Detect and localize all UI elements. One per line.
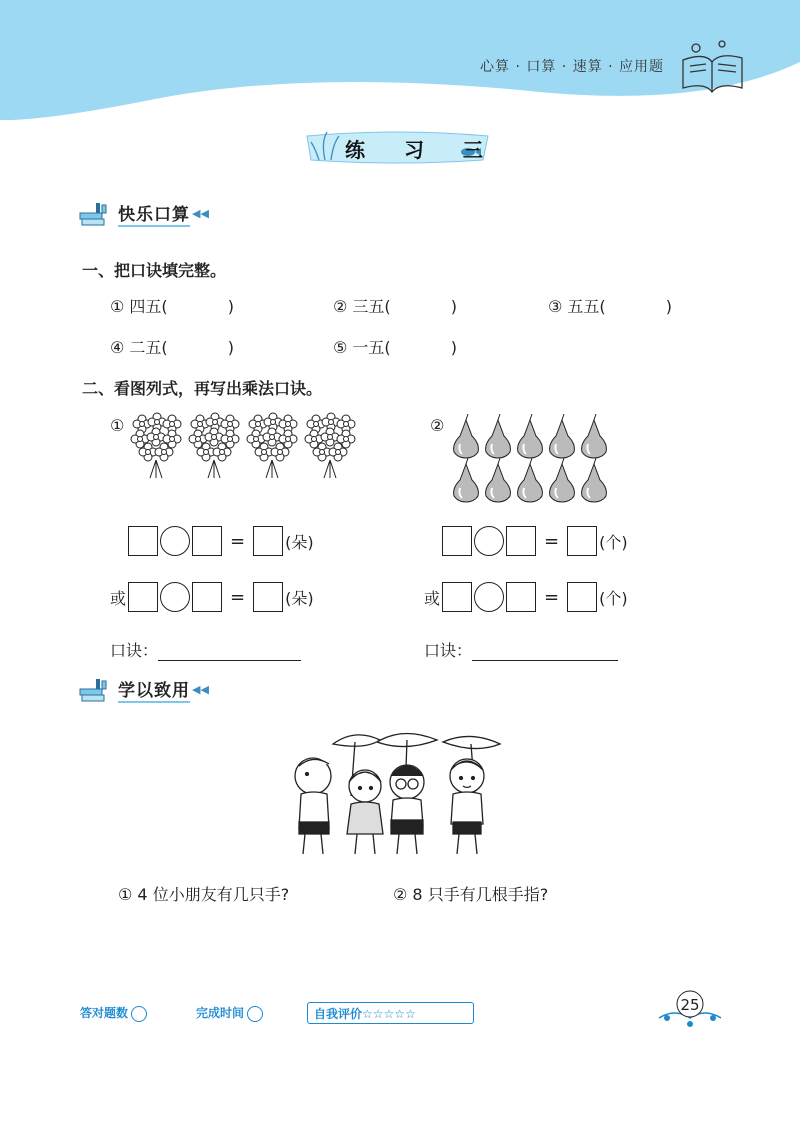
- operator-circle[interactable]: [474, 582, 504, 612]
- section-header-kuaile: [78, 200, 209, 227]
- answer-box[interactable]: [506, 526, 536, 556]
- operator-circle[interactable]: [160, 582, 190, 612]
- page-title: 练 习 三: [345, 138, 499, 162]
- answer-line[interactable]: [158, 644, 301, 661]
- arrow-left-icon: ◀◀: [192, 683, 209, 696]
- equals-sign: =: [544, 586, 560, 608]
- operator-circle[interactable]: [160, 526, 190, 556]
- section-label: 学以致用: [118, 676, 190, 703]
- equals-sign: =: [230, 586, 246, 608]
- smiley-icon: [131, 1006, 147, 1022]
- equals-sign: =: [544, 530, 560, 552]
- page-number: 25: [680, 996, 700, 1014]
- question-1: 一、把口诀填完整。: [82, 261, 227, 280]
- children-with-leaves-image: [285, 726, 510, 861]
- or-label: 或: [110, 588, 127, 608]
- equation-pear-2: [424, 582, 628, 612]
- answer-box[interactable]: [567, 526, 597, 556]
- books-icon: [78, 677, 112, 703]
- section-header-xueyi: [78, 676, 209, 703]
- pears-image: [450, 412, 616, 504]
- time-used-label: 完成时间: [196, 1004, 263, 1022]
- fill-item-4: ④ 二五( ): [110, 338, 234, 357]
- flower-bunches-image: [130, 412, 360, 480]
- operator-circle[interactable]: [474, 526, 504, 556]
- application-q2: ② 8 只手有几根手指?: [393, 885, 549, 904]
- answer-box[interactable]: [192, 526, 222, 556]
- equation-flower-2: [110, 582, 314, 612]
- header-band: [0, 0, 800, 125]
- unit-label: (个): [599, 532, 628, 552]
- arrow-left-icon: ◀◀: [192, 207, 209, 220]
- equals-sign: =: [230, 530, 246, 552]
- application-q1: ① 4 位小朋友有几只手?: [118, 885, 290, 904]
- figure-1-number: ①: [110, 416, 125, 435]
- equation-pear-1: [442, 526, 628, 556]
- figure-2-number: ②: [430, 416, 445, 435]
- answer-box[interactable]: [567, 582, 597, 612]
- answer-box[interactable]: [442, 526, 472, 556]
- answer-box[interactable]: [128, 526, 158, 556]
- smiley-icon: [247, 1006, 263, 1022]
- answer-box[interactable]: [192, 582, 222, 612]
- self-eval-label: 自我评价☆☆☆☆☆: [314, 1007, 416, 1021]
- answer-box[interactable]: [253, 526, 283, 556]
- or-label: 或: [424, 588, 441, 608]
- unit-label: (朵): [285, 588, 314, 608]
- fill-item-1: ① 四五( ): [110, 297, 234, 316]
- fill-item-5: ⑤ 一五( ): [333, 338, 457, 357]
- correct-count-label: 答对题数: [80, 1004, 147, 1022]
- unit-label: (朵): [285, 532, 314, 552]
- subject-line: 心算 · 口算 · 速算 · 应用题: [480, 59, 665, 75]
- books-icon: [78, 201, 112, 227]
- equation-flower-1: [128, 526, 314, 556]
- unit-label: (个): [599, 588, 628, 608]
- answer-box[interactable]: [253, 582, 283, 612]
- question-2: 二、看图列式，再写出乘法口诀。: [82, 379, 323, 398]
- fill-item-3: ③ 五五( ): [548, 297, 672, 316]
- answer-box[interactable]: [128, 582, 158, 612]
- fill-item-2: ② 三五( ): [333, 297, 457, 316]
- answer-box[interactable]: [442, 582, 472, 612]
- section-label: 快乐口算: [118, 200, 190, 227]
- answer-line[interactable]: [472, 644, 618, 661]
- koujue-flower: 口诀：: [110, 638, 301, 661]
- koujue-pear: 口诀：: [424, 638, 618, 661]
- answer-box[interactable]: [506, 582, 536, 612]
